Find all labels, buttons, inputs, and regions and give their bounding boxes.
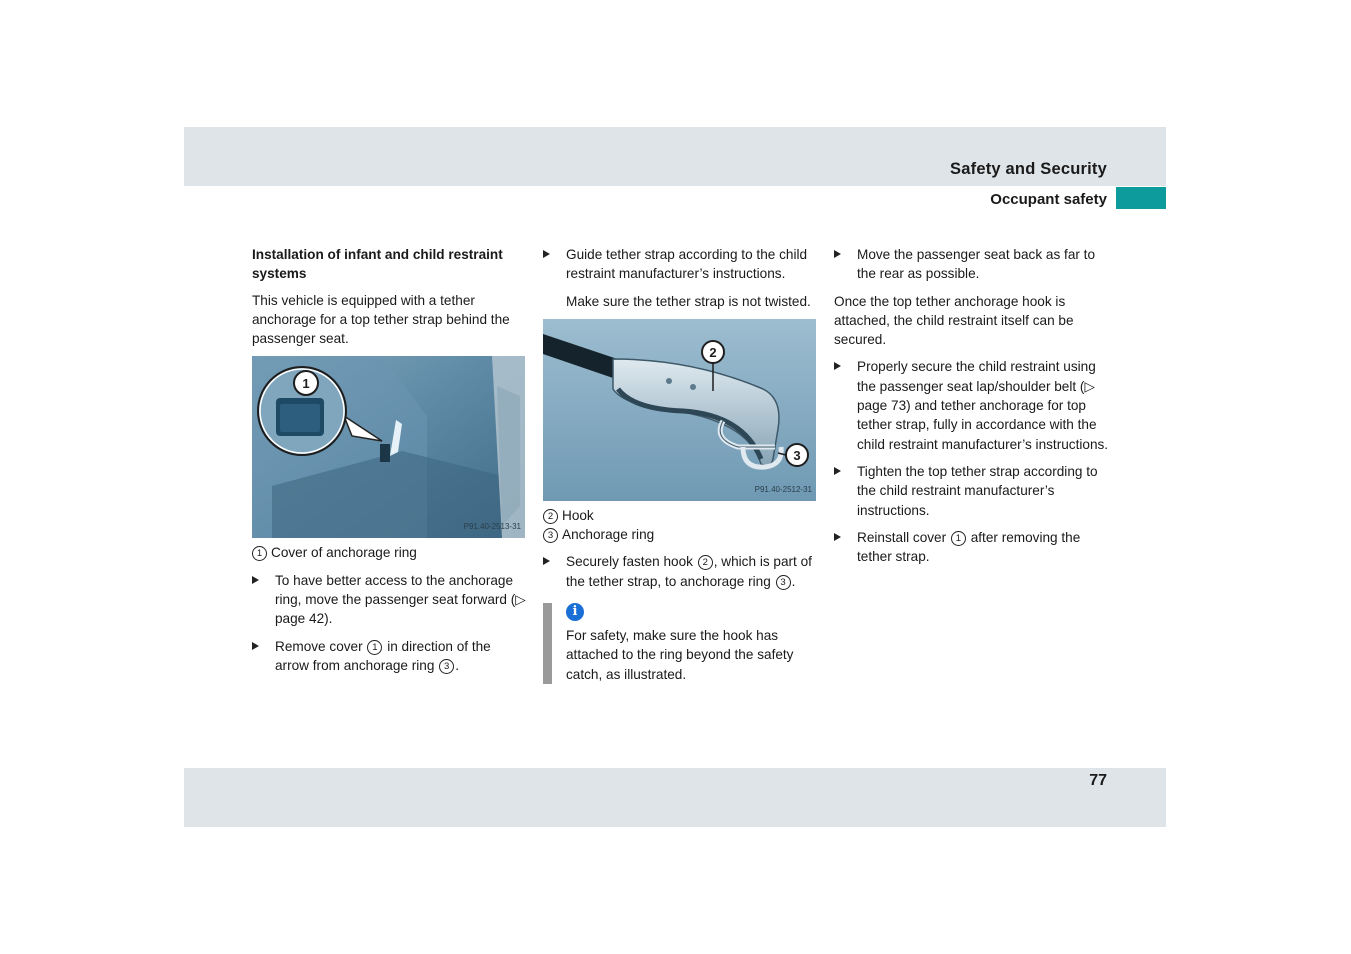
bullet-arrow-icon: [252, 576, 259, 584]
legend-text: Anchorage ring: [562, 527, 655, 543]
info-text: For safety, make sure the hook has attached to the ring beyond the safety catch, as illustrated.: [566, 628, 794, 682]
instruction-text: , which is part of the tether strap, to anchorage ring: [566, 554, 812, 589]
instruction-item: [252, 571, 527, 629]
figure-code: P91.40-2513-31: [463, 522, 521, 532]
bullet-arrow-icon: [834, 362, 841, 370]
instruction-item: [543, 552, 818, 591]
callout-number: 3: [439, 659, 454, 674]
bullet-arrow-icon: [543, 557, 550, 565]
info-note: [543, 603, 818, 684]
instruction-text: after removing the tether strap.: [857, 529, 1081, 565]
column-left: [252, 245, 527, 683]
instruction-text: Remove cover: [275, 638, 363, 654]
bullet-arrow-icon: [834, 250, 841, 258]
instruction-text: in direction of the arrow from anchorage ring: [275, 638, 491, 673]
figure-anchorage-cover: [252, 356, 525, 538]
bullet-arrow-icon: [834, 467, 841, 475]
legend-item: [543, 525, 818, 544]
instruction-item: [543, 245, 818, 284]
instruction-text: Move the passenger seat back as far to the rear as possible.: [857, 247, 1096, 282]
figure-code: P91.40-2512-31: [754, 484, 812, 494]
section-heading: Installation of infant and child restraint systems: [252, 247, 503, 282]
callout-number: 1: [951, 531, 966, 546]
instruction-item: [834, 245, 1109, 284]
intro-paragraph: This vehicle is equipped with a tether anchorage for a top tether strap behind the passenger seat.: [252, 292, 510, 347]
anchorage-cover-illustration: [252, 356, 525, 538]
instruction-text: Properly secure the child restraint using the passenger seat lap/shoulder belt (▷ page 73) and tether anchorage for top tether strap, fully in accordance with the child restraint manufacturer’s instructions.: [857, 359, 1109, 452]
figure-callout: 1: [302, 376, 310, 392]
subsection-title: Occupant safety: [990, 191, 1107, 208]
instruction-note: Make sure the tether strap is not twisted.: [566, 293, 811, 309]
legend-item: [252, 543, 527, 562]
instruction-item: [252, 637, 527, 676]
callout-number: 1: [367, 640, 382, 655]
instruction-text: Reinstall cover: [857, 529, 947, 545]
instruction-text: Securely fasten hook: [566, 554, 693, 570]
instruction-text: Guide tether strap according to the child restraint manufacturer’s instructions.: [566, 247, 808, 282]
instruction-item: [834, 357, 1109, 453]
legend-text: Cover of anchorage ring: [271, 545, 417, 561]
callout-number: 2: [698, 555, 713, 570]
bullet-arrow-icon: [834, 533, 841, 541]
callout-number: 1: [252, 546, 267, 561]
body-paragraph: Once the top tether anchorage hook is attached, the child restraint itself can be secured.: [834, 293, 1074, 348]
legend-text: Hook: [562, 507, 594, 523]
callout-number: 3: [543, 528, 558, 543]
punctuation: .: [791, 573, 796, 589]
figure-callout-hook: 2: [709, 344, 717, 360]
column-right: [834, 245, 1109, 574]
info-icon: i: [566, 603, 584, 621]
legend-item: [543, 506, 818, 525]
section-title: Safety and Security: [950, 160, 1107, 178]
footer-band: [184, 768, 1166, 827]
callout-number: 3: [776, 575, 791, 590]
hook-ring-illustration: [543, 319, 816, 501]
page-number: 77: [1089, 772, 1107, 789]
column-middle: [543, 245, 818, 684]
figure-callout-ring: 3: [793, 447, 801, 463]
instruction-text: To have better access to the anchorage ring, move the passenger seat forward (▷ page 42).: [275, 572, 526, 627]
punctuation: .: [455, 657, 459, 673]
instruction-text: Tighten the top tether strap according to the child restraint manufacturer’s instructions.: [857, 463, 1098, 518]
callout-number: 2: [543, 509, 558, 524]
instruction-item: [834, 462, 1109, 520]
bullet-arrow-icon: [252, 642, 259, 650]
instruction-item: [834, 528, 1109, 567]
bullet-arrow-icon: [543, 250, 550, 258]
section-tab-marker: [1116, 187, 1166, 209]
figure-hook-ring: [543, 319, 816, 501]
info-bar: [543, 603, 552, 684]
